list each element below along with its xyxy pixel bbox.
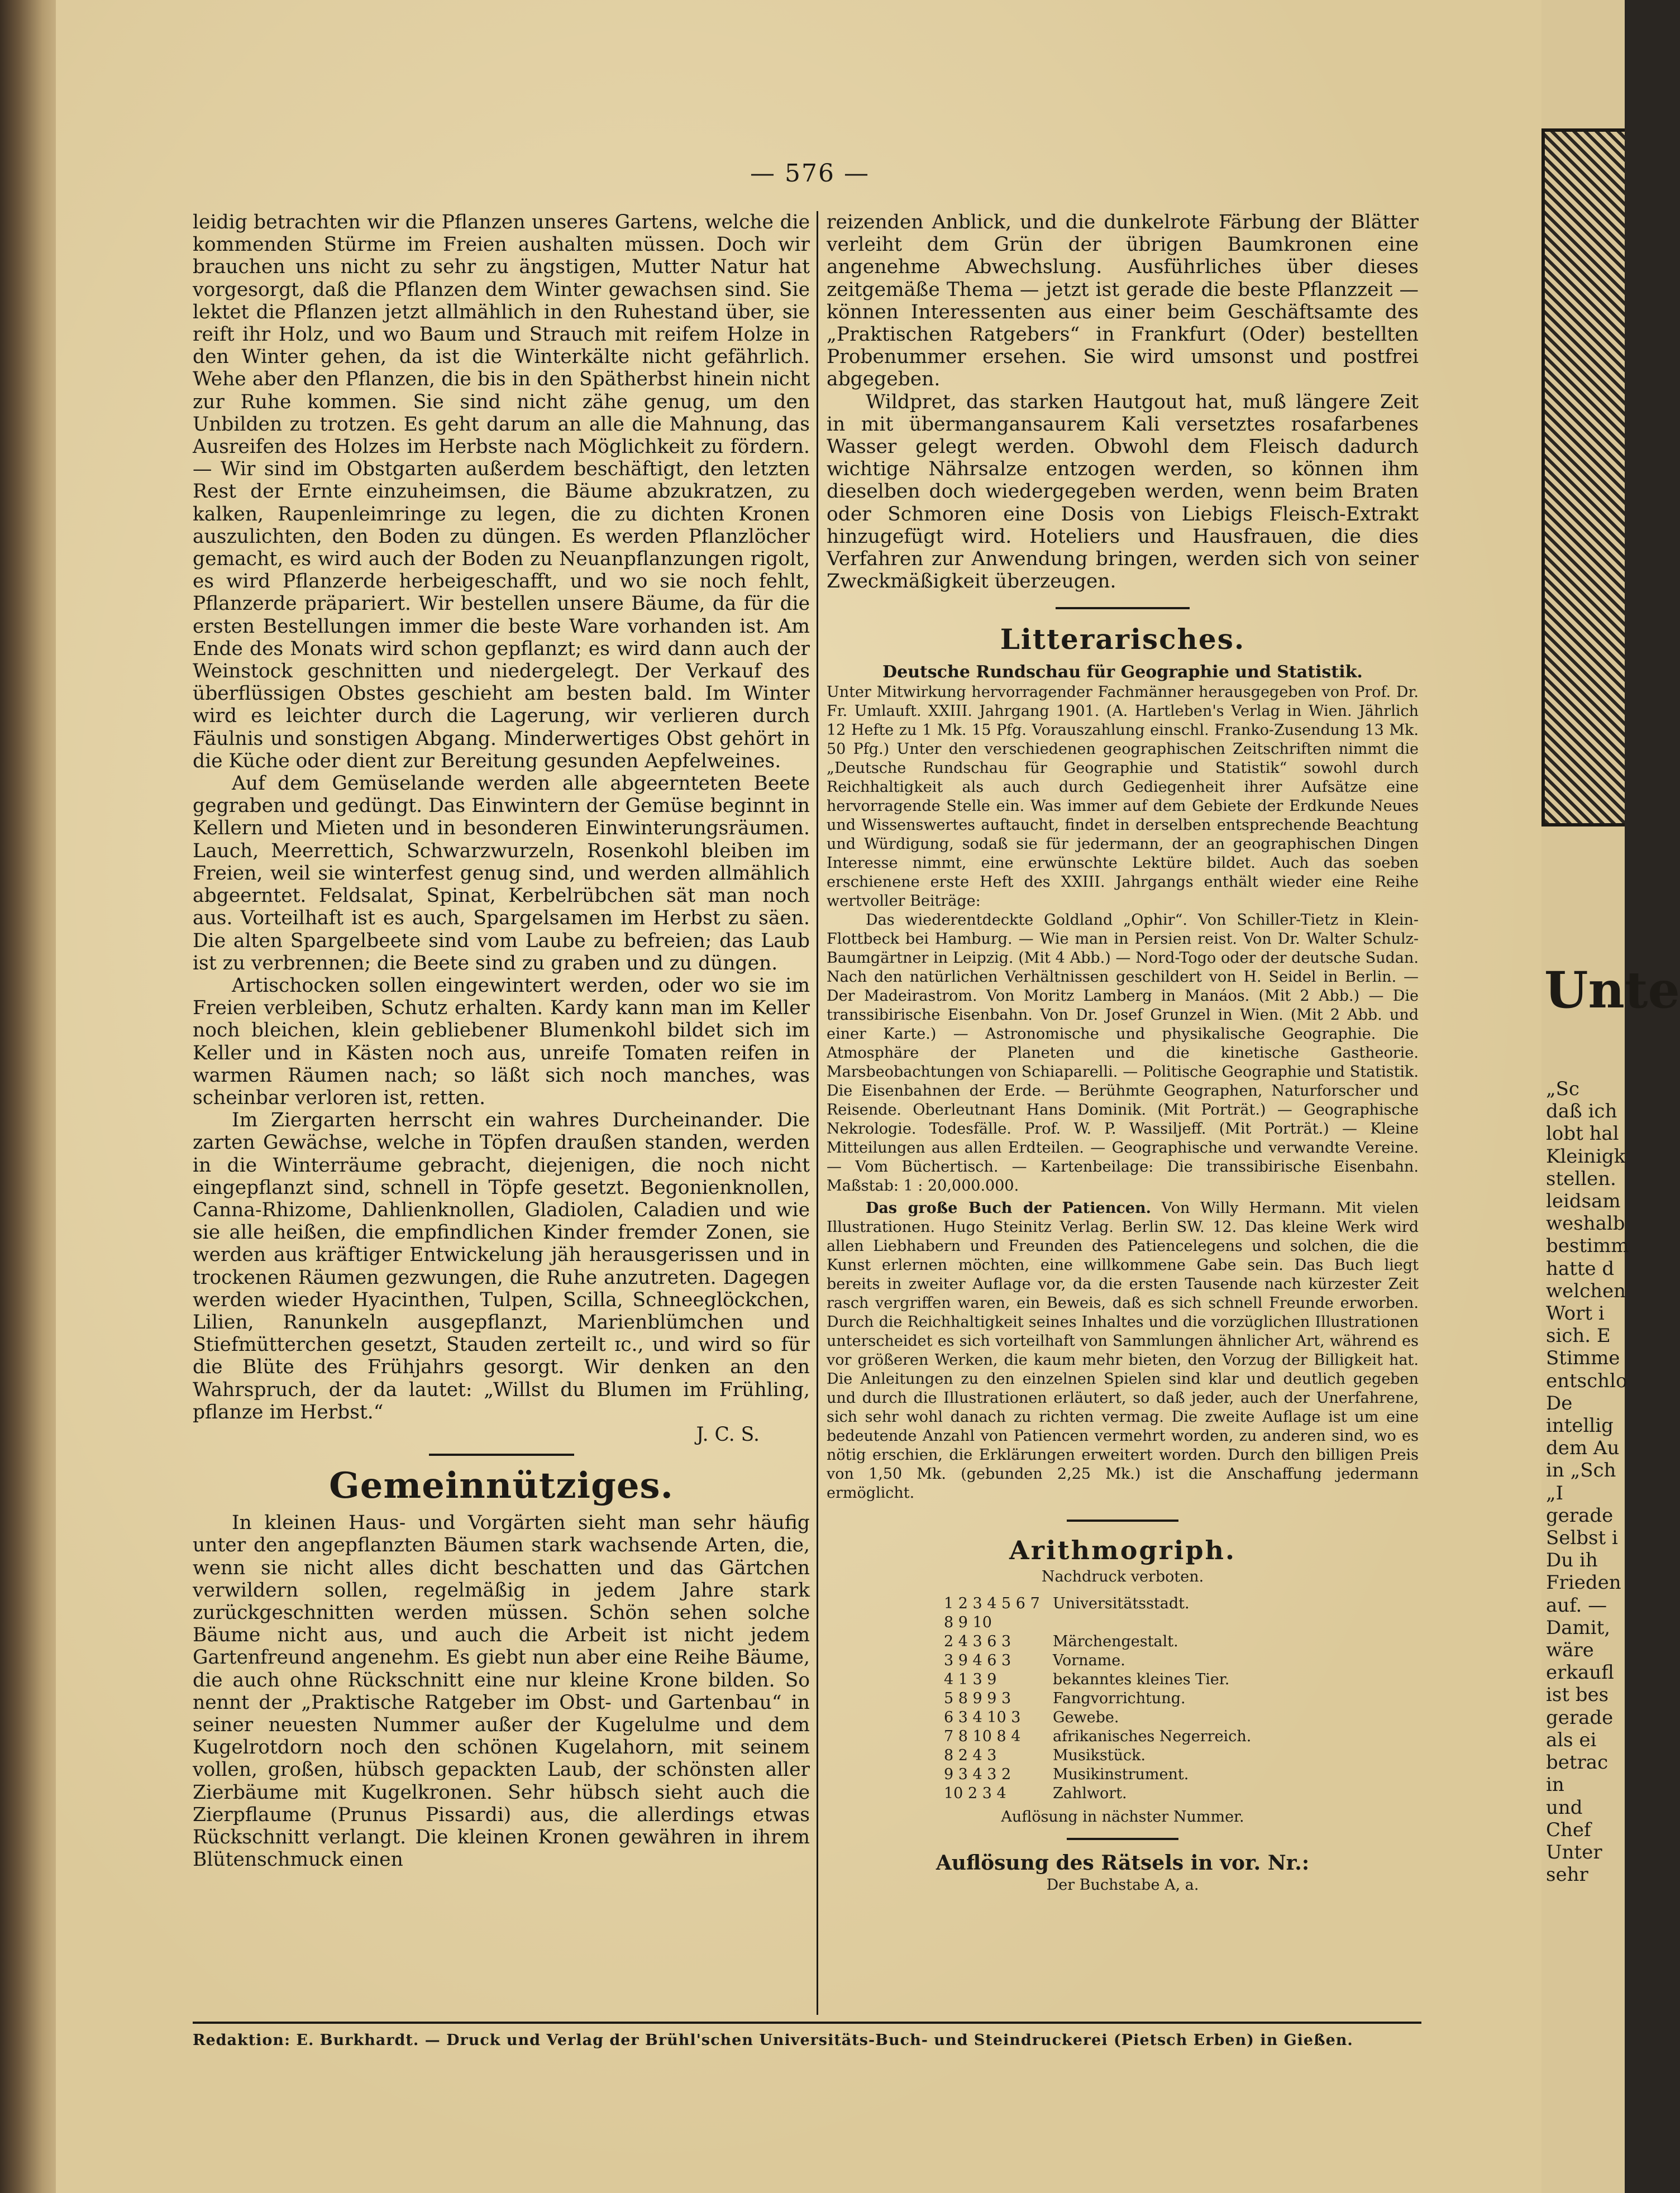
facing-text-line: daß ich <box>1546 1100 1617 1123</box>
facing-text-line: sich. E <box>1546 1325 1611 1348</box>
facing-text-line: lobt hal <box>1546 1122 1619 1145</box>
facing-text-line: hatte d <box>1546 1257 1615 1280</box>
review-title-rundschau: Deutsche Rundschau für Geographie und Statistik. <box>882 662 1363 682</box>
facing-text-line: Unter <box>1546 1841 1602 1864</box>
puzzle-row: 6 3 4 10 3 Gewebe. <box>944 1709 1119 1727</box>
gemeinnuetziges-paragraph: In kleinen Haus- und Vorgärten sieht man sehr häufig unter den angepflanzten Bäumen stark wachsende Arten, die, wenn sie nicht alles dicht beschatten und das Gärtchen verwildern sollen, regelmäßig in jedem Jahre stark zurückgeschnitten werden müssen. Schön sehen solche Bäume nicht aus, und auch die Arbeit ist nicht jedem Gartenfreund angenehm. Es giebt nun aber eine Reihe Bäume, die auch ohne Rückschnitt eine nur kleine Krone bilden. So nennt der „Praktische Ratgeber im Obst- und Gartenbau“ in seiner neuesten Nummer außer der Kugelulme und dem Kugelrotdorn noch den schönen Kugelahorn, mit seinem vollen, großen, hübsch gepackten Laub, der schönsten aller Zierbäume mit Kugelkronen. Sehr hübsch sieht auch die Zierpflaume (Prunus Pissardi) aus, die allerdings etwas Rückschnitt verlangt. Die kleinen Kronen gewähren in ihrem Blütenschmuck einen <box>193 1512 810 1871</box>
patiencen-review-text: Von Willy Hermann. Mit vielen Illustrationen. Hugo Steinitz Verlag. Berlin SW. 12. Das kleine Werk wird allen Liebhabern und Freunden des Patiencelegens und solchen, die die Kunst erlernen möchten, eine willkommene Gabe sein. Das Buch liegt bereits in zweiter Auflage vor, da die ersten Tausende nach kürzester Zeit rasch vergriffen waren, ein Beweis, daß es sich schnell Freunde erworben. Durch die Reichhaltigkeit seines Inhaltes und die vorzüglichen Illustrationen unterscheidet es sich vorteilhaft von Sammlungen ähnlicher Art, während es vor größeren Werken, die kaum mehr bieten, den Vorzug der Billigkeit hat. Die Anleitungen zu den einzelnen Spielen sind klar und deutlich gegeben und durch die Illustrationen erläutert, so daß jeder, auch der Unerfahrene, sich sehr wohl danach zu richten vermag. Die zweite Auflage ist um eine bedeutende Anzahl von Patiencen vermehrt worden, zu anderen sind, wo es nötig erschien, die Erklärungen erweitert worden. Durch den billigen Preis von 1,50 Mk. (gebunden 2,25 Mk.) ist die Anschaffung jedermann ermöglicht. <box>827 1200 1419 1502</box>
facing-text-line: welchen <box>1546 1279 1626 1302</box>
garden-paragraph-2: Auf dem Gemüselande werden alle abgeernteten Beete gegraben und gedüngt. Das Einwintern der Gemüse beginnt in Kellern und Mieten und in besonderen Einwinterungsräumen. Lauch, Meerrettich, Schwarzwurzeln, Rosenkohl bleiben im Freien, weil sie winterfest genug sind, und werden allmählich abgeerntet. Feldsalat, Spinat, Kerbelrübchen sät man noch aus. Vorteilhaft ist es auch, Spargelsamen im Herbst zu säen. Die alten Spargelbeete sind vom Laube zu befreien; das Laub ist zu verbrennen; die Beete sind zu graben und zu düngen. <box>193 772 810 974</box>
facing-text-line: in <box>1546 1774 1564 1797</box>
facing-text-line: Damit, <box>1546 1616 1611 1639</box>
facing-text-line: erkaufl <box>1546 1661 1614 1684</box>
garden-paragraph-4: Im Ziergarten herrscht ein wahres Durcheinander. Die zarten Gewächse, welche in Töpfen draußen standen, werden in die Winterräume gebracht, diejenigen, die noch nicht eingepflanzt sind, schnell in Töpfe gesetzt. Begonienknollen, Canna-Rhizome, Dahlienknollen, Gladiolen, Caladien und wie sie alle heißen, die empfindlichen Kinder fremder Zonen, sie werden aus kräftiger Entwickelung jäh herausgerissen und in trockenen Räumen gezwungen, die Ruhe anzutreten. Dagegen werden wieder Hyacinthen, Tulpen, Scilla, Schneeglöckchen, Lilien, Ranunkeln ausgepflanzt, Marienblümchen und Stiefmütterchen gesetzt, Stauden zerteilt ɪc., und wird so für die Blüte des Frühjahrs gesorgt. Wir denken an den Wahrspruch, der da lautet: „Willst du Blumen im Frühling, pflanze im Herbst.“ <box>193 1109 810 1423</box>
facing-text-line: entschlo <box>1546 1369 1627 1392</box>
facing-text-line: Du ih <box>1546 1549 1598 1572</box>
facing-text-line: „I <box>1546 1482 1564 1504</box>
section-heading-gemeinnuetziges: Gemeinnütziges. <box>329 1465 674 1507</box>
facing-text-line: De <box>1546 1392 1573 1415</box>
facing-text-line: Wort i <box>1546 1302 1605 1325</box>
facing-text-line: wäre <box>1546 1639 1594 1662</box>
footer-rule <box>193 2022 1421 2024</box>
facing-text-fragments <box>1546 1078 1629 1886</box>
puzzle-row: 7 8 10 8 4 afrikanisches Negerreich. <box>944 1728 1252 1746</box>
facing-text-line: Selbst i <box>1546 1527 1618 1550</box>
ratgeber-paragraph: reizenden Anblick, und die dunkelrote Färbung der Blätter verleiht dem Grün der übrigen Baumkronen eine angenehme Abwechslung. Ausführliches über dieses zeitgemäße Thema — jetzt ist gerade die beste Pflanzzeit — können Interessenten aus einer beim Geschäftsamte des „Praktischen Ratgebers“ in Frankfurt (Oder) bestellten Probenummer ersehen. Sie wird umsonst und postfrei abgegeben. <box>827 211 1419 391</box>
right-column <box>827 211 1419 1895</box>
decorative-engraving <box>1541 128 1625 826</box>
rundschau-contents: Das wiederentdeckte Goldland „Ophir“. Von Schiller-Tietz in Klein-Flottbeck bei Hamburg. — Wie man in Persien reist. Von Dr. Walter Schulz-Baumgärtner in Leipzig. (Mit 4 Abb.) — Nord-Togo oder der deutsche Sudan. Nach den natürlichen Verhältnissen geschildert von H. Seidel in Berlin. — Der Madeirastrom. Von Moritz Lamberg in Manáos. (Mit 2 Abb.) — Die transsibirische Eisenbahn. Von Dr. Josef Grunzel in Wien. (Mit 2 Abb. und einer Karte.) — Astronomische und physikalische Geographie. Die Atmosphäre der Planeten und die kinetische Gastheorie. Marsbeobachtungen von Schiaparelli. — Politische Geographie und Statistik. Die Eisenbahnen der Erde. — Berühmte Geographen, Naturforscher und Reisende. Oberleutnant Hans Dominik. (Mit Porträt.) — Geographische Nekrologie. Todesfälle. Prof. W. P. Wassiljeff. (Mit Porträt.) — Kleine Mitteilungen aus allen Erdteilen. — Geographische und verwandte Vereine. — Vom Büchertisch. — Kartenbeilage: Die transsibirische Eisenbahn. Maßstab: 1 : 20,000.000. <box>827 911 1419 1195</box>
puzzle-rows <box>944 1594 1419 1803</box>
column-divider <box>817 211 818 2015</box>
facing-text-line: Chef <box>1546 1818 1591 1841</box>
facing-text-line: sehr <box>1546 1864 1588 1886</box>
garden-paragraph-3: Artischocken sollen eingewintert werden, oder wo sie im Freien verbleiben, Schutz erhalten. Kardy kann man im Keller noch bleichen, klein gebliebener Blumenkohl bildet sich im Keller und in Kästen noch aus, unreife Tomaten reifen in warmen Räumen nach; so läßt sich noch manches, was scheinbar verloren ist, retten. <box>193 974 810 1109</box>
facing-text-line: intellig <box>1546 1415 1614 1437</box>
rundschau-review-text: Unter Mitwirkung hervorragender Fachmänner herausgegeben von Prof. Dr. Fr. Umlauft. XXIII. Jahrgang 1901. (A. Hartleben's Verlag in Wien. Jährlich 12 Hefte zu 1 Mk. 15 Pfg. Vorauszahlung einschl. Franko-Zusendung 13 Mk. 50 Pfg.) Unter den verschiedenen geographischen Zeitschriften nimmt die „Deutsche Rundschau für Geographie und Statistik“ sowohl durch Reichhaltigkeit als auch durch Gediegenheit ihrer Aufsätze eine hervorragende Stelle ein. Was immer auf dem Gebiete der Erdkunde Neues und Wissenswertes auftaucht, findet in derselben entsprechende Beachtung und Würdigung, sodaß sie für jedermann, der an geographischen Dingen Interesse nimmt, eine erwünschte Lektüre bildet. Auch das soeben erschienene erste Heft des XXIII. Jahrgangs enthält wieder eine Reihe wertvoller Beiträge: <box>827 684 1419 910</box>
facing-text-line: weshalb <box>1546 1212 1625 1235</box>
puzzle-solution-note: Auflösung in nächster Nummer. <box>1001 1808 1244 1826</box>
puzzle-row: 5 8 9 9 3 Fangvorrichtung. <box>944 1690 1186 1708</box>
garden-paragraph-1: leidig betrachten wir die Pflanzen unseres Gartens, welche die kommenden Stürme im Freien aushalten müssen. Doch wir brauchen uns nicht zu sehr zu ängstigen, Mutter Natur hat vorgesorgt, daß die Pflanzen dem Winter gewachsen sind. Sie lektet die Pflanzen jetzt allmählich in den Ruhestand über, sie reift ihr Holz, und wo Baum und Strauch mit reifem Holze in den Winter gehen, da ist die Winterkälte nicht gefährlich. Wehe aber den Pflanzen, die bis in den Spätherbst hinein nicht zur Ruhe kommen. Sie sind nicht zähe genug, um den Unbilden zu trotzen. Es geht darum an alle die Mahnung, das Ausreifen des Holzes im Herbste nach Möglichkeit zu fördern. — Wir sind im Obstgarten außerdem beschäftigt, den letzten Rest der Ernte einzuheimsen, die Bäume abzukratzen, zu kalken, Raupenleimringe zu legen, die zu dichten Kronen auszulichten, den Boden zu düngen. Es werden Pflanzlöcher gemacht, es wird auch der Boden zu Neuanpflanzungen rigolt, es wird Pflanzerde herbeigeschafft, und wo sie noch fehlt, Pflanzerde präpariert. Wir bestellen unsere Bäume, da für die ersten Bestellungen immer die beste Ware vorhanden ist. Am Ende des Monats wird schon gepflanzt; es wird dann auch der Weinstock geschnitten und niedergelegt. Der Verkauf des überflüssigen Obstes geschieht am besten bald. Im Winter wird es leichter durch die Lagerung, wir verlieren durch Fäulnis und sonstigen Abgang. Minderwertiges Obst gehört in die Küche oder dient zur Bereitung gesunden Aepfelweines. <box>193 211 810 772</box>
imprint-footer: Redaktion: E. Burkhardt. — Druck und Verlag der Brühl'schen Universitäts-Buch- und Steindruckerei (Pietsch Erben) in Gießen. <box>193 2032 1353 2049</box>
section-heading-litterarisches: Litterarisches. <box>1000 623 1245 656</box>
puzzle-row: 9 3 4 3 2 Musikinstrument. <box>944 1766 1189 1784</box>
facing-text-line: „Sc <box>1546 1078 1579 1100</box>
solution-heading: Auflösung des Rätsels in vor. Nr.: <box>936 1851 1310 1875</box>
section-divider <box>1067 1520 1178 1522</box>
puzzle-row: 4 1 3 9 bekanntes kleines Tier. <box>944 1671 1230 1689</box>
wildpret-paragraph: Wildpret, das starken Hautgout hat, muß längere Zeit in mit übermangansaurem Kali versetztes rosafarbenes Wasser gelegt werden. Obwohl dem Fleisch dadurch wichtige Nährsalze entzogen werden, so können ihm dieselben doch wiedergegeben werden, wenn beim Braten oder Schmoren eine Dosis von Liebigs Fleisch-Extrakt hinzugefügt wird. Hoteliers und Hausfrauen, die dies Verfahren zur Anwendung bringen, werden sich von seiner Zweckmäßigkeit überzeugen. <box>827 390 1419 593</box>
solution-text: Der Buchstabe A, a. <box>1046 1876 1199 1894</box>
puzzle-row: 10 2 3 4 Zahlwort. <box>944 1785 1127 1803</box>
page-number: — 576 — <box>750 159 870 188</box>
section-divider <box>1056 607 1190 609</box>
facing-text-line: gerade <box>1546 1504 1614 1527</box>
facing-text-line: und <box>1546 1796 1583 1819</box>
facing-text-line: Kleinigk <box>1546 1145 1626 1168</box>
review-title-patiencen: Das große Buch der Patiencen. <box>866 1200 1151 1217</box>
puzzle-row: 3 9 4 6 3 Vorname. <box>944 1652 1125 1670</box>
facing-title-fragment: Unte <box>1544 961 1680 1020</box>
facing-text-line: Stimme <box>1546 1347 1620 1370</box>
facing-text-line: Frieden <box>1546 1571 1621 1594</box>
puzzle-row: 8 2 4 3 Musikstück. <box>944 1747 1146 1765</box>
facing-page <box>1541 0 1680 2193</box>
facing-text-line: auf. — <box>1546 1594 1607 1617</box>
facing-text-line: stellen. <box>1546 1167 1616 1190</box>
facing-text-line: bestimm <box>1546 1235 1629 1258</box>
puzzle-row: 2 4 3 6 3 Märchengestalt. <box>944 1633 1178 1651</box>
puzzle-heading: Arithmogriph. <box>1009 1535 1236 1566</box>
article-signature: J. C. S. <box>696 1423 760 1446</box>
facing-text-line: gerade <box>1546 1706 1614 1729</box>
facing-text-line: leidsam <box>1546 1190 1621 1213</box>
puzzle-copyright-note: Nachdruck verboten. <box>1041 1568 1204 1586</box>
facing-text-line: ist bes <box>1546 1684 1609 1707</box>
section-divider <box>429 1454 574 1456</box>
facing-text-line: betrac <box>1546 1751 1609 1774</box>
section-divider <box>1067 1838 1178 1840</box>
left-column <box>193 211 810 1871</box>
puzzle-row: 1 2 3 4 5 6 7 8 9 10 Universitätsstadt. <box>944 1595 1190 1632</box>
facing-text-line: als ei <box>1546 1728 1597 1751</box>
facing-text-line: dem Au <box>1546 1437 1620 1460</box>
book-spine <box>0 0 61 2193</box>
facing-text-line: in „Sch <box>1546 1459 1616 1482</box>
